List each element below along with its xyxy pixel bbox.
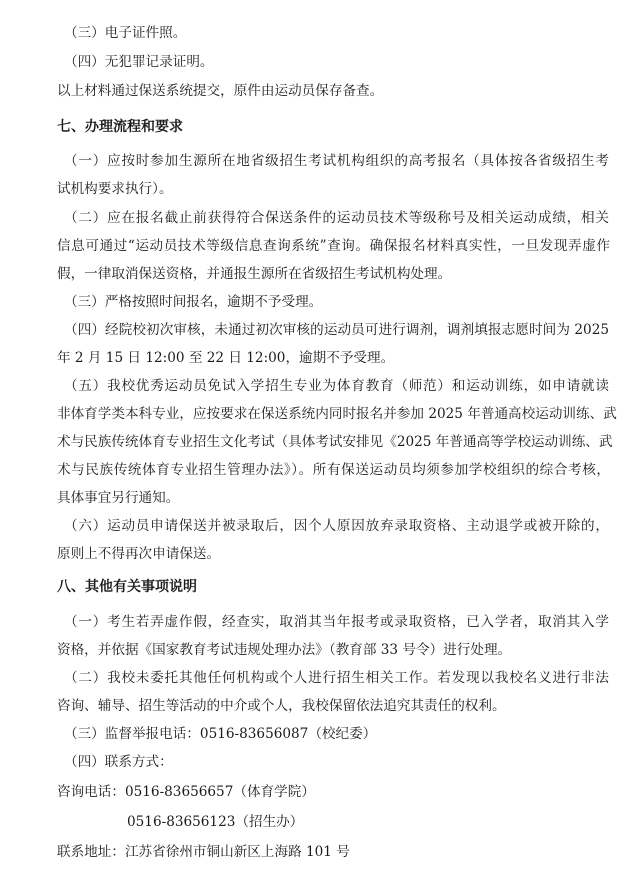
paragraph-line: （二）我校未委托其他任何机构或个人进行招生相关工作。若发现以我校名义进行非法 <box>64 670 609 686</box>
paragraph-line: 原则上不得再次申请保送。 <box>57 546 221 562</box>
contact-phone-2: 0516-83656123（招生办） <box>127 814 304 830</box>
paragraph-line: （一）应按时参加生源所在地省级招生考试机构组织的高考报名（具体按各省级招生考 <box>64 153 609 169</box>
section-heading-7: 七、办理流程和要求 <box>57 119 183 135</box>
paragraph-line: （三）严格按照时间报名，逾期不予受理。 <box>64 294 323 310</box>
paragraph-line: （二）应在报名截止前获得符合保送条件的运动员技术等级称号及相关运动成绩，相关 <box>64 210 609 226</box>
paragraph-line: （四）无犯罪记录证明。 <box>64 54 214 70</box>
paragraph-line: 资格，并依据《国家教育考试违规处理办法》（教育部 33 号令）进行处理。 <box>57 642 512 658</box>
paragraph-line: （一）考生若弄虚作假，经查实，取消其当年报考或录取资格，已入学者，取消其入学 <box>64 614 609 630</box>
paragraph-line: （五）我校优秀运动员免试入学招生专业为体育教育（师范）和运动训练，如申请就读 <box>64 378 609 394</box>
section-heading-8: 八、其他有关事项说明 <box>57 579 197 595</box>
paragraph-line: （六）运动员申请保送并被录取后，因个人原因放弃录取资格、主动退学或被开除的， <box>64 518 609 534</box>
paragraph-line: 以上材料通过保送系统提交，原件由运动员保存备查。 <box>57 83 384 99</box>
contact-address: 联系地址：江苏省徐州市铜山新区上海路 101 号 <box>57 844 350 860</box>
contact-hotline: （三）监督举报电话：0516-83656087（校纪委） <box>64 726 377 742</box>
paragraph-line: 年 2 月 15 日 12:00 至 22 日 12:00，逾期不予受理。 <box>57 350 395 366</box>
paragraph-line: 试机构要求执行）。 <box>57 181 173 197</box>
paragraph-line: （四）经院校初次审核，未通过初次审核的运动员可进行调剂，调剂填报志愿时间为 2025 <box>64 322 609 338</box>
paragraph-line: （三）电子证件照。 <box>64 25 187 41</box>
paragraph-line: 信息可通过“运动员技术等级信息查询系统”查询。确保报名材料真实性，一旦发现弄虚作 <box>57 238 610 254</box>
paragraph-line: 非体育学类本科专业，应按要求在保送系统内同时报名并参加 2025 年普通高校运动训练、武 <box>57 406 617 422</box>
paragraph-line: 术与民族传统体育专业招生文化考试（具体考试安排见《2025 年普通高等学校运动训练、武 <box>57 434 613 450</box>
paragraph-line: 咨询、辅导、招生等活动的中介或个人，我校保留依法追究其责任的权利。 <box>57 698 506 714</box>
paragraph-line: （四）联系方式： <box>64 754 173 770</box>
paragraph-line: 术与民族传统体育专业招生管理办法》）。所有保送运动员均须参加学校组织的综合考核， <box>57 462 610 478</box>
paragraph-line: 假，一律取消保送资格，并通报生源所在省级招生考试机构处理。 <box>57 266 452 282</box>
paragraph-line: 具体事宜另行通知。 <box>57 490 180 506</box>
contact-phone-1: 咨询电话：0516-83656657（体育学院） <box>57 784 315 800</box>
